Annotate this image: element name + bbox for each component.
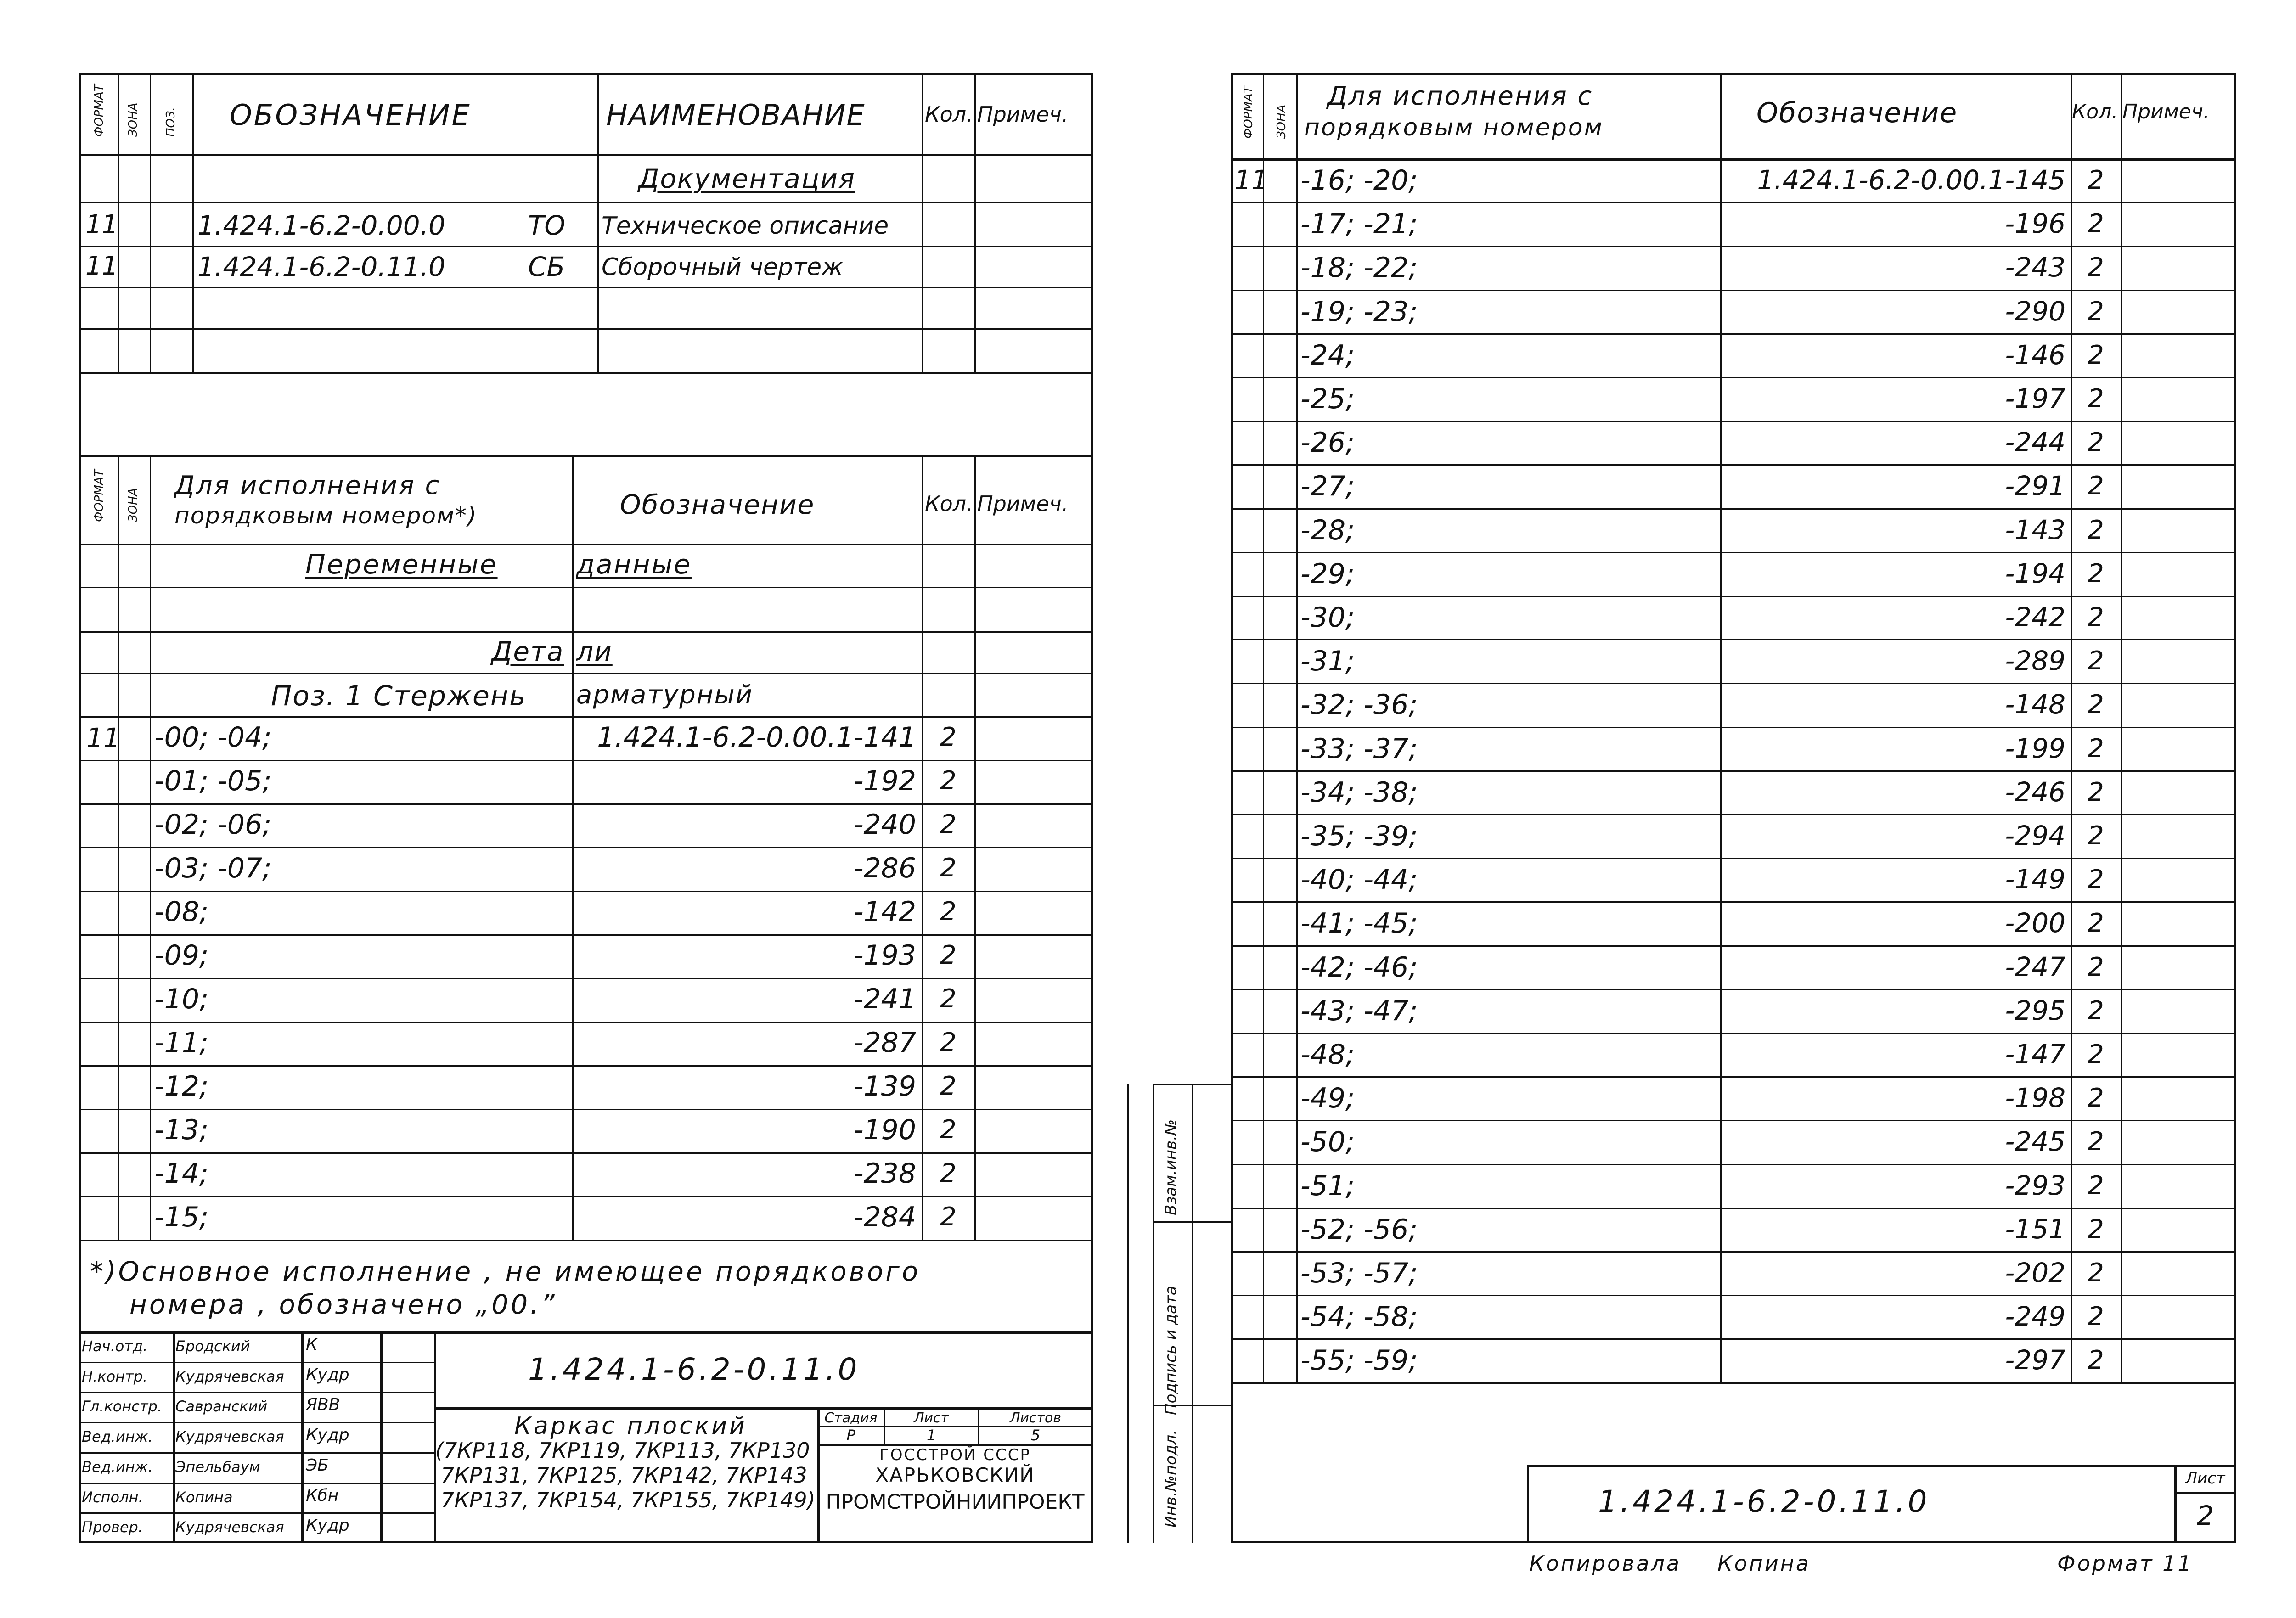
row-designation: 1.424.1-6.2-0.00.1-145 xyxy=(1757,164,2065,196)
row-qty: 2 xyxy=(2088,1170,2104,1201)
people-row-line xyxy=(79,1422,434,1423)
s1-var-header-qty: Кол. xyxy=(925,491,973,516)
row-qty: 2 xyxy=(940,766,957,796)
row-qty: 2 xyxy=(2088,777,2104,807)
s1-col-zone xyxy=(150,73,151,372)
s1-header-note: Примеч. xyxy=(977,102,1069,127)
s1-hline xyxy=(79,287,1093,288)
table-row-line xyxy=(1231,464,2236,466)
table-row-line xyxy=(79,891,1093,892)
s1-hline xyxy=(79,202,1093,203)
s2-header-qty: Кол. xyxy=(2072,100,2118,124)
table-row-line xyxy=(79,934,1093,936)
row-qty: 2 xyxy=(2088,995,2104,1026)
row-qty: 2 xyxy=(2088,602,2104,632)
row-qty: 2 xyxy=(2088,821,2104,851)
row-designation: -247 xyxy=(2005,951,2065,983)
table-row-line xyxy=(1231,290,2236,291)
person-name: Эпельбаум xyxy=(175,1458,260,1476)
s1-header-designation: ОБОЗНАЧЕНИЕ xyxy=(230,98,472,132)
person-role: Гл.констр. xyxy=(82,1398,162,1416)
row-variant: -49; xyxy=(1300,1082,1355,1115)
person-signature: Кудр xyxy=(306,1365,349,1384)
person-signature: ЭБ xyxy=(306,1455,329,1475)
row-qty: 2 xyxy=(2088,384,2104,414)
s1-tb-col xyxy=(434,1331,436,1543)
table-row-line xyxy=(79,1196,1093,1197)
s1-header-pos: ПОЗ. xyxy=(164,107,178,137)
person-signature: Кудр xyxy=(306,1426,349,1445)
row-variant: -27; xyxy=(1300,470,1355,503)
row-designation: -194 xyxy=(2005,557,2065,589)
s2-bottom-left: Копировала xyxy=(1529,1551,1682,1576)
people-row-line xyxy=(79,1512,434,1514)
row-designation: -245 xyxy=(2005,1126,2065,1157)
row-designation: -293 xyxy=(2005,1169,2065,1201)
s1-hline xyxy=(79,716,1093,718)
s2-stamp-left xyxy=(1527,1465,1529,1543)
row-designation: -151 xyxy=(2005,1213,2065,1245)
s2-frame-left xyxy=(1231,73,1233,1543)
s2-header-note: Примеч. xyxy=(2122,100,2210,124)
s1-col-qty xyxy=(922,73,923,372)
table-row-line xyxy=(1231,1120,2236,1121)
person-role: Нач.отд. xyxy=(82,1337,148,1355)
person-role: Провер. xyxy=(82,1518,143,1536)
row-designation: -240 xyxy=(853,809,916,841)
table-row-line xyxy=(1231,508,2236,510)
s1-doc-row-2-format: 11 xyxy=(85,251,118,281)
person-name: Бродский xyxy=(175,1337,250,1355)
table-row-line xyxy=(1231,989,2236,990)
s1-document-number: 1.424.1-6.2-0.11.0 xyxy=(528,1352,860,1387)
row-designation: -243 xyxy=(2005,252,2065,283)
row-variant: -53; -57; xyxy=(1300,1257,1418,1289)
row-variant: -48; xyxy=(1300,1039,1355,1071)
s1-doc-row-1-code: ТО xyxy=(528,210,566,241)
s1-doc-row-1-format: 11 xyxy=(85,210,118,240)
row-designation: -143 xyxy=(2005,514,2065,545)
s1-var-header-zone: ЗОНА xyxy=(126,488,140,522)
row-qty: 2 xyxy=(2088,1127,2104,1157)
s2-stamp-number: 1.424.1-6.2-0.11.0 xyxy=(1598,1484,1930,1519)
row-qty: 2 xyxy=(2088,1345,2104,1376)
s2-side-col xyxy=(1153,1084,1154,1543)
s1-sheet-value: 1 xyxy=(926,1427,936,1444)
row-qty: 2 xyxy=(2088,908,2104,938)
person-signature: Кудр xyxy=(306,1516,349,1535)
person-role: Вед.инж. xyxy=(82,1428,153,1446)
row-designation: -198 xyxy=(2005,1082,2065,1114)
row-qty: 2 xyxy=(940,809,957,839)
s1-hline xyxy=(79,673,1093,674)
s2-side-label-inv: Инв.№подл. xyxy=(1162,1430,1180,1528)
row-designation: -284 xyxy=(853,1201,916,1233)
row-variant: -55; -59; xyxy=(1300,1344,1418,1377)
row-variant: -42; -46; xyxy=(1300,951,1418,983)
row-variant: -10; xyxy=(154,983,209,1015)
s1-hline xyxy=(79,246,1093,247)
table-row-line xyxy=(1231,770,2236,772)
s1-tb-col xyxy=(301,1331,304,1543)
row-designation: -193 xyxy=(853,939,916,972)
table-row-line xyxy=(79,1022,1093,1023)
row-qty: 2 xyxy=(2088,471,2104,501)
row-variant: -30; xyxy=(1300,601,1355,634)
s1-hline xyxy=(79,544,1093,545)
row-designation: -294 xyxy=(2005,820,2065,851)
people-row-line xyxy=(79,1392,434,1393)
s2-header-bottom xyxy=(1231,158,2236,161)
s1-var-header-designation: Обозначение xyxy=(620,489,815,520)
row-variant: -15; xyxy=(154,1201,209,1233)
s1-hline xyxy=(79,631,1093,633)
s1-hline xyxy=(79,587,1093,588)
row-variant: -34; -38; xyxy=(1300,776,1418,809)
row-variant: -50; xyxy=(1300,1126,1355,1158)
row-variant: -51; xyxy=(1300,1169,1355,1202)
table-row-line xyxy=(1231,333,2236,335)
person-signature: Кбн xyxy=(306,1486,339,1505)
table-row-line xyxy=(79,1065,1093,1067)
s1-var-header-format: ФОРМАТ xyxy=(92,469,106,522)
row-qty: 2 xyxy=(2088,733,2104,764)
row-qty: 2 xyxy=(2088,1302,2104,1332)
row-variant: -24; xyxy=(1300,339,1355,371)
s1-product-line2: (7КР118, 7КР119, 7КР113, 7КР130 xyxy=(435,1438,810,1463)
table-row-line xyxy=(1231,1295,2236,1296)
table-row-line xyxy=(1231,858,2236,859)
table-row-line xyxy=(1231,596,2236,597)
s1-footnote-line1: *)Основное исполнение , не имеющее порядкового xyxy=(90,1256,921,1287)
s1-doc-row-2-designation: 1.424.1-6.2-0.11.0 xyxy=(197,251,445,282)
s2-stamp-sheet-label: Лист xyxy=(2185,1469,2225,1488)
row-designation: -286 xyxy=(853,852,916,884)
row-qty: 2 xyxy=(940,940,957,970)
row-qty: 2 xyxy=(2088,952,2104,982)
row-qty: 2 xyxy=(940,853,957,883)
row-variant: -54; -58; xyxy=(1300,1301,1418,1333)
row-qty: 2 xyxy=(2088,865,2104,895)
s1-tb-col xyxy=(173,1331,175,1543)
row-variant: -00; -04; xyxy=(154,721,272,753)
row-qty: 2 xyxy=(2088,340,2104,370)
table-row-line xyxy=(1231,377,2236,378)
table-row-line xyxy=(1231,246,2236,247)
s2-bottom-right: Формат 11 xyxy=(2057,1551,2193,1576)
s1-item-left: Поз. 1 Стержень xyxy=(271,680,527,712)
table-row-line xyxy=(1231,421,2236,422)
table-row-line xyxy=(79,1109,1093,1110)
row-variant: -09; xyxy=(154,939,209,972)
person-signature: ЯВВ xyxy=(306,1395,340,1415)
row-variant: -25; xyxy=(1300,383,1355,415)
row-qty: 2 xyxy=(940,1071,957,1101)
s1-product-line4: 7КР137, 7КР154, 7КР155, 7КР149) xyxy=(441,1488,816,1512)
row-variant: -02; -06; xyxy=(154,809,272,841)
s1-header-name: НАИМЕНОВАНИЕ xyxy=(606,98,866,132)
table-row-line xyxy=(1231,945,2236,947)
s2-header-zone: ЗОНА xyxy=(1275,104,1289,139)
s1-stage-label: Стадия xyxy=(824,1410,878,1426)
row-qty: 2 xyxy=(2088,209,2104,239)
s1-doc-row-2-name: Сборочный чертеж xyxy=(602,253,843,281)
person-name: Кудрячевская xyxy=(175,1518,284,1536)
table-row-line xyxy=(1231,1208,2236,1209)
s1-hline xyxy=(79,154,1093,156)
table-row-line xyxy=(1231,814,2236,815)
s1-col-pos xyxy=(192,73,194,372)
s1-doc-row-1-designation: 1.424.1-6.2-0.00.0 xyxy=(197,210,445,241)
sheet-1 xyxy=(79,73,1093,1543)
table-row-line xyxy=(1231,639,2236,640)
row-variant: -28; xyxy=(1300,514,1355,546)
s1-stage-value: Р xyxy=(846,1427,855,1444)
person-name: Копина xyxy=(175,1488,233,1506)
s2-header-variant-1: Для исполнения с xyxy=(1327,81,1593,111)
row-variant: -35; -39; xyxy=(1300,820,1418,852)
row-designation: -147 xyxy=(2005,1039,2065,1070)
s1-doc-row-1-name: Техническое описание xyxy=(602,212,889,240)
table-row-line xyxy=(1231,1164,2236,1165)
s1-header-qty: Кол. xyxy=(925,102,973,127)
row-variant: -31; xyxy=(1300,645,1355,678)
person-name: Кудрячевская xyxy=(175,1367,284,1385)
row-qty: 2 xyxy=(2088,253,2104,283)
row-qty: 2 xyxy=(2088,1258,2104,1288)
row-variant: -17; -21; xyxy=(1300,208,1418,241)
s1-tb-col xyxy=(380,1331,383,1543)
person-role: Н.контр. xyxy=(82,1367,148,1385)
row-variant: -43; -47; xyxy=(1300,994,1418,1027)
s2-header-designation: Обозначение xyxy=(1756,97,1958,129)
row-variant: -03; -07; xyxy=(154,852,272,884)
row-designation: -289 xyxy=(2005,645,2065,677)
row-format: 11 xyxy=(1234,164,1268,196)
s1-sheet-label: Лист xyxy=(913,1410,949,1426)
row-designation: -190 xyxy=(853,1114,916,1146)
s1-col-name xyxy=(597,73,599,372)
person-role: Исполн. xyxy=(82,1488,143,1506)
s2-side-line xyxy=(1153,1084,1231,1085)
row-designation: -196 xyxy=(2005,208,2065,240)
row-designation: -291 xyxy=(2005,470,2065,502)
row-designation: -149 xyxy=(2005,864,2065,895)
row-variant: -32; -36; xyxy=(1300,689,1418,721)
table-row-line xyxy=(1231,901,2236,903)
s1-footnote-line2: номера , обозначено „00.” xyxy=(129,1289,557,1320)
row-qty: 2 xyxy=(2088,1039,2104,1069)
s1-sheets-value: 5 xyxy=(1030,1427,1041,1444)
s1-col-note xyxy=(974,73,976,372)
table-row-line xyxy=(1231,1033,2236,1034)
s1-org-line1: ГОССТРОЙ СССР xyxy=(879,1446,1031,1464)
row-variant: -08; xyxy=(154,896,209,928)
person-name: Кудрячевская xyxy=(175,1428,284,1446)
row-qty: 2 xyxy=(2088,558,2104,589)
row-designation: -146 xyxy=(2005,339,2065,371)
s2-stamp-top xyxy=(1527,1465,2236,1467)
person-signature: К xyxy=(306,1335,318,1354)
s2-header-format: ФОРМАТ xyxy=(1242,86,1255,139)
row-qty: 2 xyxy=(940,1158,957,1188)
people-row-line xyxy=(79,1362,434,1363)
table-row-line xyxy=(1231,1338,2236,1340)
s2-stamp-sheet-value: 2 xyxy=(2197,1500,2214,1531)
row-qty: 2 xyxy=(2088,296,2104,326)
row-designation: -249 xyxy=(2005,1301,2065,1332)
row-designation: -295 xyxy=(2005,994,2065,1026)
s1-details-right: ли xyxy=(576,636,613,667)
s1-sheets-label: Листов xyxy=(1009,1410,1062,1426)
s2-side-label-sign: Подпись и дата xyxy=(1162,1286,1180,1415)
s1-product-line3: 7КР131, 7КР125, 7КР142, 7КР143 xyxy=(441,1463,807,1488)
s2-header-variant-2: порядковым номером xyxy=(1304,114,1604,141)
row-designation: -139 xyxy=(853,1070,916,1102)
row-designation: -242 xyxy=(2005,601,2065,633)
row-variant: -19; -23; xyxy=(1300,295,1418,328)
row-designation: -241 xyxy=(853,983,916,1015)
s1-header-zone: ЗОНА xyxy=(126,102,140,137)
table-row-line xyxy=(79,847,1093,848)
table-row-line xyxy=(1231,1251,2236,1253)
row-designation: -246 xyxy=(2005,776,2065,808)
row-designation: -142 xyxy=(853,896,916,928)
row-designation: -148 xyxy=(2005,689,2065,720)
row-qty: 2 xyxy=(940,1115,957,1145)
row-qty: 2 xyxy=(940,984,957,1014)
s1-item-right: арматурный xyxy=(576,680,753,710)
s2-side-col xyxy=(1192,1084,1193,1543)
row-designation: -238 xyxy=(853,1157,916,1190)
s1-header-format: ФОРМАТ xyxy=(92,84,106,137)
s1-org-line3: ПРОМСТРОЙНИИПРОЕКТ xyxy=(826,1490,1085,1514)
row-designation: -199 xyxy=(2005,732,2065,764)
row-designation: -200 xyxy=(2005,907,2065,939)
s1-hline xyxy=(79,328,1093,330)
table-row-line xyxy=(1231,552,2236,553)
s1-section-documentation: Документация xyxy=(638,163,855,194)
row-qty: 2 xyxy=(2088,646,2104,676)
row-variant: -41; -45; xyxy=(1300,907,1418,940)
table-row-line xyxy=(79,1240,1093,1241)
people-row-line xyxy=(79,1483,434,1484)
table-row-line xyxy=(79,803,1093,805)
row-designation: -197 xyxy=(2005,383,2065,414)
row-qty: 2 xyxy=(2088,1083,2104,1113)
row-qty: 2 xyxy=(2088,165,2104,195)
s1-hline xyxy=(79,372,1093,374)
row-variant: -12; xyxy=(154,1070,209,1102)
row-variant: -52; -56; xyxy=(1300,1213,1418,1246)
row-qty: 2 xyxy=(2088,515,2104,545)
s1-product-title: Каркас плоский xyxy=(514,1412,747,1440)
s1-details-left: Дета xyxy=(491,636,564,667)
table-row-line xyxy=(1231,683,2236,684)
s1-doc-row-2-code: СБ xyxy=(528,251,565,282)
row-designation: -290 xyxy=(2005,295,2065,327)
s1-var-data-right: данные xyxy=(576,549,692,580)
table-row-line xyxy=(1231,202,2236,203)
s1-var-header-note: Примеч. xyxy=(977,491,1069,516)
row-qty: 2 xyxy=(2088,690,2104,720)
table-row-line xyxy=(1231,1076,2236,1078)
table-row-line xyxy=(79,760,1093,761)
row-variant: -29; xyxy=(1300,557,1355,590)
s1-var-data-left: Переменные xyxy=(305,549,498,580)
row-variant: -13; xyxy=(154,1114,209,1146)
s1-var-header-variant-1: Для исполнения с xyxy=(174,471,441,500)
row-designation: -287 xyxy=(853,1027,916,1059)
row-qty: 2 xyxy=(940,897,957,927)
people-row-line xyxy=(79,1452,434,1454)
table-row-line xyxy=(1231,727,2236,728)
s2-left-edge xyxy=(1127,1084,1129,1543)
s2-side-label-replace: Взам.инв.№ xyxy=(1162,1119,1180,1215)
s2-bottom-mid: Копина xyxy=(1717,1551,1811,1576)
table-row-line xyxy=(79,978,1093,979)
table-row-line xyxy=(79,1152,1093,1154)
row-variant: -14; xyxy=(154,1157,209,1190)
row-qty: 2 xyxy=(940,1202,957,1232)
row-qty: 2 xyxy=(2088,427,2104,458)
row-qty: 2 xyxy=(940,722,957,752)
row-qty: 2 xyxy=(940,1028,957,1057)
person-role: Вед.инж. xyxy=(82,1458,153,1476)
row-designation: -244 xyxy=(2005,427,2065,458)
row-designation: -192 xyxy=(853,765,916,797)
row-variant: -11; xyxy=(154,1027,209,1059)
s1-hline xyxy=(79,455,1093,457)
row-designation: -297 xyxy=(2005,1344,2065,1376)
row-variant: -16; -20; xyxy=(1300,164,1418,197)
row-qty: 2 xyxy=(2088,1214,2104,1244)
row-variant: -01; -05; xyxy=(154,765,272,797)
row-format: 11 xyxy=(86,722,120,753)
row-designation: -202 xyxy=(2005,1257,2065,1288)
s2-stamp-line xyxy=(2174,1492,2236,1494)
s1-org-line2: ХАРЬКОВСКИЙ xyxy=(875,1464,1035,1486)
s1-tb-line xyxy=(434,1407,1093,1410)
row-designation: 1.424.1-6.2-0.00.1-141 xyxy=(597,721,916,753)
row-variant: -26; xyxy=(1300,427,1355,459)
row-variant: -33; -37; xyxy=(1300,732,1418,765)
s1-titleblock-top xyxy=(79,1331,1093,1334)
s1-var-header-variant-2: порядковым номером*) xyxy=(174,502,478,529)
row-variant: -40; -44; xyxy=(1300,864,1418,896)
person-name: Савранский xyxy=(175,1398,268,1416)
s2-table-bottom xyxy=(1231,1382,2236,1384)
row-variant: -18; -22; xyxy=(1300,252,1418,284)
